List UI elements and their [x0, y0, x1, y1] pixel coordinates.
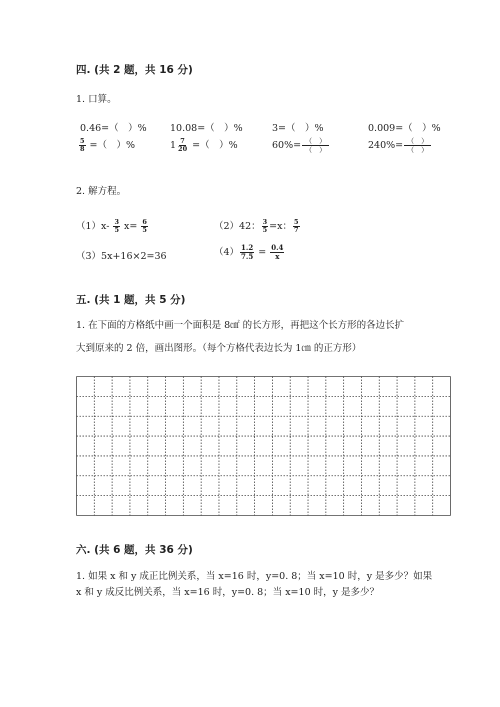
- oral-calc-item: 0.009=（ ）%: [368, 123, 441, 134]
- oral-calc-item: $\frac{5}{8}$ =（ ）%: [80, 137, 136, 153]
- question-text: 大到原来的 2 倍，画出图形。（每个方格代表边长为 1㎝ 的正方形）: [76, 343, 362, 354]
- section-6-heading: 六. (共 6 题，共 36 分): [76, 544, 193, 556]
- equation-1: （1）x- $\frac{3}{5}$ x= $\frac{6}{5}$: [76, 218, 147, 234]
- equation-2: （2）42： $\frac{3}{5}$ =x： $\frac{5}{7}$: [214, 218, 299, 234]
- oral-calc-item: 1 $\frac{7}{20}$ =（ ）%: [170, 137, 238, 153]
- equation-3: （3）5x+16×2=36: [76, 251, 167, 262]
- fraction: $\frac{6}{5}$: [142, 218, 147, 234]
- fraction: $\frac{3}{5}$: [262, 218, 268, 234]
- question-text: 1. 如果 x 和 y 成正比例关系，当 x=16 时，y=0. 8；当 x=10 时，y 是多少？如果: [76, 571, 433, 582]
- question-text: x 和 y 成反比例关系，当 x=16 时，y=0. 8；当 x=10 时，y 是多少？: [76, 587, 380, 598]
- section-4-heading: 四. (共 2 题，共 16 分): [76, 64, 193, 76]
- fraction: $\frac{7}{20}$: [178, 137, 188, 153]
- grid-paper: [76, 376, 451, 516]
- fraction: $\frac{1.2}{7.5}$: [241, 243, 254, 261]
- fraction: $\frac{3}{5}$: [114, 218, 119, 234]
- oral-calc-item: 60%= $\frac{( )}{( )}$: [272, 137, 329, 154]
- question-1-title: 1. 口算。: [76, 94, 117, 105]
- oral-calc-item: 240%= $\frac{( )}{( )}$: [368, 137, 431, 154]
- oral-calc-item: 10.08=（ ）%: [170, 123, 243, 134]
- oral-calc-item: 3=（ ）%: [272, 123, 324, 134]
- question-2-title: 2. 解方程。: [76, 186, 127, 197]
- fraction: $\frac{5}{8}$: [80, 137, 85, 153]
- blank-fraction: $\frac{( )}{( )}$: [302, 137, 329, 154]
- equation-4: （4） $\frac{1.2}{7.5}$ = $\frac{0.4}{x}$: [214, 243, 284, 261]
- question-text: 1. 在下面的方格纸中画一个面积是 8㎠ 的长方形，再把这个长方形的各边长扩: [76, 320, 405, 331]
- blank-fraction: $\frac{( )}{( )}$: [404, 137, 431, 154]
- fraction: $\frac{5}{7}$: [294, 218, 299, 234]
- fraction: $\frac{0.4}{x}$: [271, 243, 284, 261]
- oral-calc-item: 0.46=（ ）%: [80, 123, 147, 134]
- section-5-heading: 五. (共 1 题，共 5 分): [76, 294, 186, 306]
